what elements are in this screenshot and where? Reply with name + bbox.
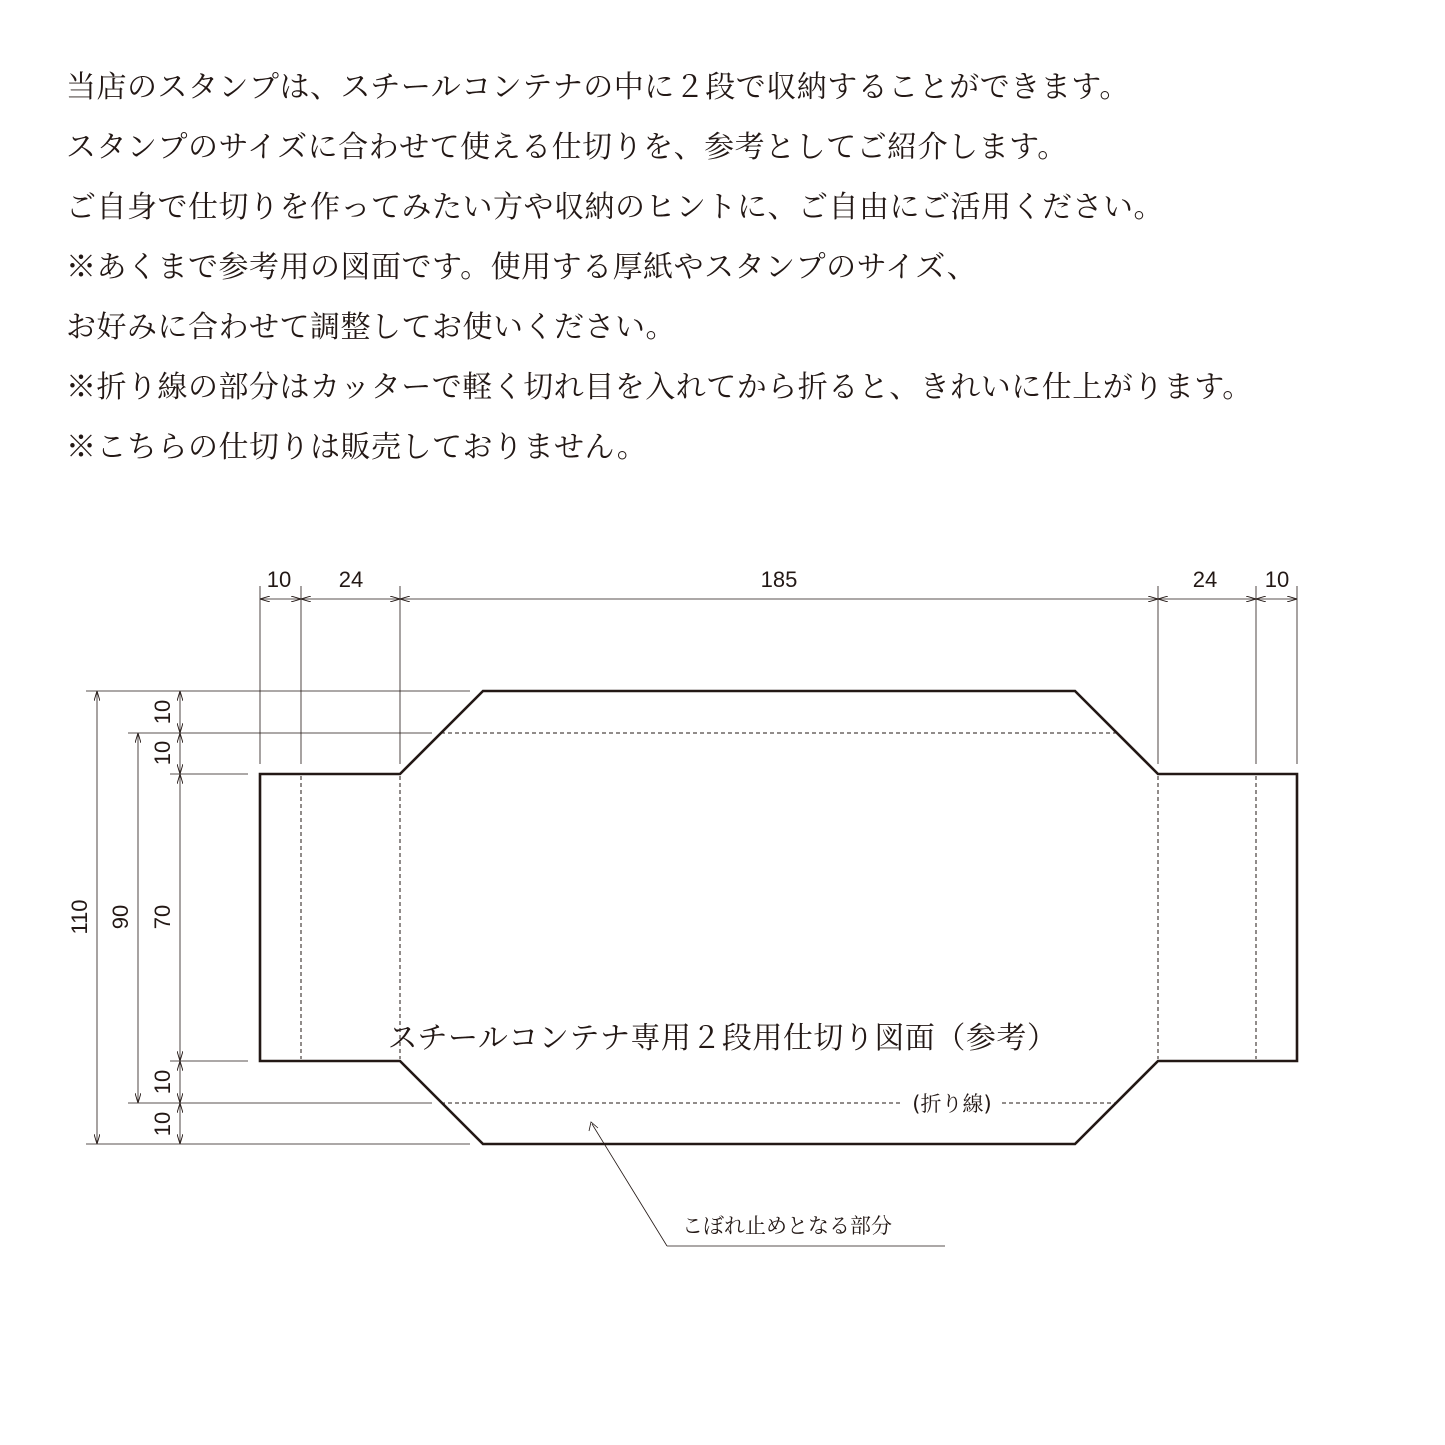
instruction-line: ご自身で仕切りを作ってみたい方や収納のヒントに、ご自由にご活用ください。 <box>66 190 1164 225</box>
instruction-line: ※こちらの仕切りは販売しておりません。 <box>66 430 648 465</box>
dim-label-right-tab: 10 <box>1264 567 1290 592</box>
figure-caption: スチールコンテナ専用２段用仕切り図面（参考） <box>387 1021 1058 1056</box>
dim-label-center-width: 185 <box>760 567 798 592</box>
instruction-line: お好みに合わせて調整してお使いください。 <box>66 310 676 345</box>
spill-guard-label: こぼれ止めとなる部分 <box>682 1214 892 1238</box>
instruction-line: ※折り線の部分はカッターで軽く切れ目を入れてから折ると、きれいに仕上がります。 <box>66 370 1253 405</box>
dim-label-bottom-fold: 10 <box>150 1069 175 1095</box>
dim-label-right-side: 24 <box>1192 567 1218 592</box>
dim-label-top-fold: 10 <box>150 740 175 766</box>
partition-outline <box>260 691 1297 1144</box>
dim-label-inner-height: 90 <box>108 904 133 930</box>
instruction-line: スタンプのサイズに合わせて使える仕切りを、参考としてご紹介します。 <box>66 130 1068 165</box>
dim-label-left-side: 24 <box>338 567 364 592</box>
dim-label-overall-height: 110 <box>67 899 92 935</box>
dim-label-left-tab: 10 <box>266 567 292 592</box>
dim-label-bottom-flap: 10 <box>150 1111 175 1137</box>
dim-label-top-flap: 10 <box>150 699 175 725</box>
instruction-line: 当店のスタンプは、スチールコンテナの中に２段で収納することができます。 <box>66 70 1130 105</box>
dim-label-center-height: 70 <box>150 904 175 930</box>
fold-line-label: (折り線) <box>912 1092 992 1116</box>
instruction-line: ※あくまで参考用の図面です。使用する厚紙やスタンプのサイズ、 <box>66 250 978 285</box>
